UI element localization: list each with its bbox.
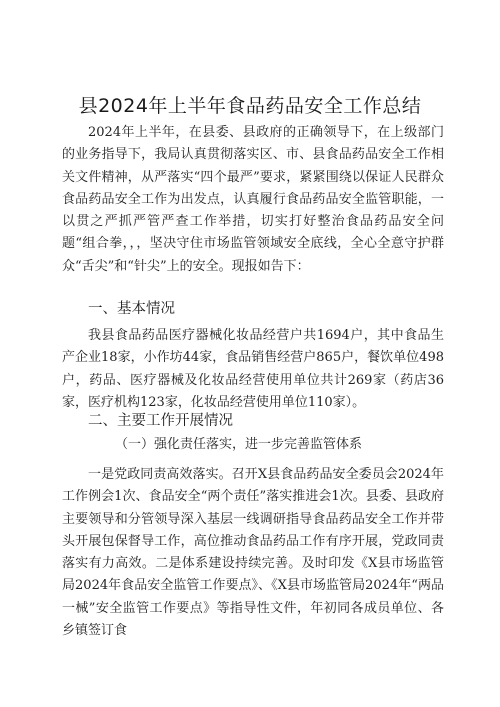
- document-title: 县2024年上半年食品药品安全工作总结: [78, 95, 422, 117]
- intro-paragraph: 2024年上半年，在县委、县政府的正确领导下，在上级部门的业务指导下，我局认真贯彻落实区、市、县食品药品安全工作相关文件精神，从严落实“四个最严”要求，紧紧围绕以保证人民群众食品药品安全工作为出发点，认真履行食品药品安全监管职能，一以贯之严抓严管严查工作举措，切实打好整治食品药品安全问题“组合拳，，，坚决守住市场监管领域安全底线，全心全意守护群众“舌尖”和“针尖”上的安全。现报如告下：: [62, 125, 444, 274]
- basic-situation-paragraph: 我县食品药品医疗器械化妆品经营户共1694户，其中食品生产企业18家，小作坊44家，食品销售经营户865户，餐饮单位498户，药品、医疗器械及化妆品经营使用单位共计269家（药店36家，医疗机构123家，化妆品经营使用单位110家）。: [62, 328, 444, 410]
- subsection-heading-responsibility: （一）强化责任落实，进一步完善监管体系: [115, 437, 363, 452]
- section-heading-basic-situation: 一、基本情况: [88, 301, 175, 317]
- responsibility-paragraph: 一是党政同责高效落实。召开X县食品药品安全委员会2024年工作例会1次、食品安全“两个责任”落实推进会1次。县委、县政府主要领导和分管领导深入基层一线调研指导食品药品安全工作并带头开展包保督导工作，高位推动食品药品工作有序开展，党政同责落实有力高效。二是体系建设持续完善。及时印发《X县市场监管局2024年食品安全监管工作要点》、《X县市场监管局2024年“两品一械”安全监管工作要点》等指导性文件，年初同各成员单位、各乡镇签订食: [62, 467, 444, 639]
- section-heading-main-work: 二、主要工作开展情况: [88, 413, 233, 429]
